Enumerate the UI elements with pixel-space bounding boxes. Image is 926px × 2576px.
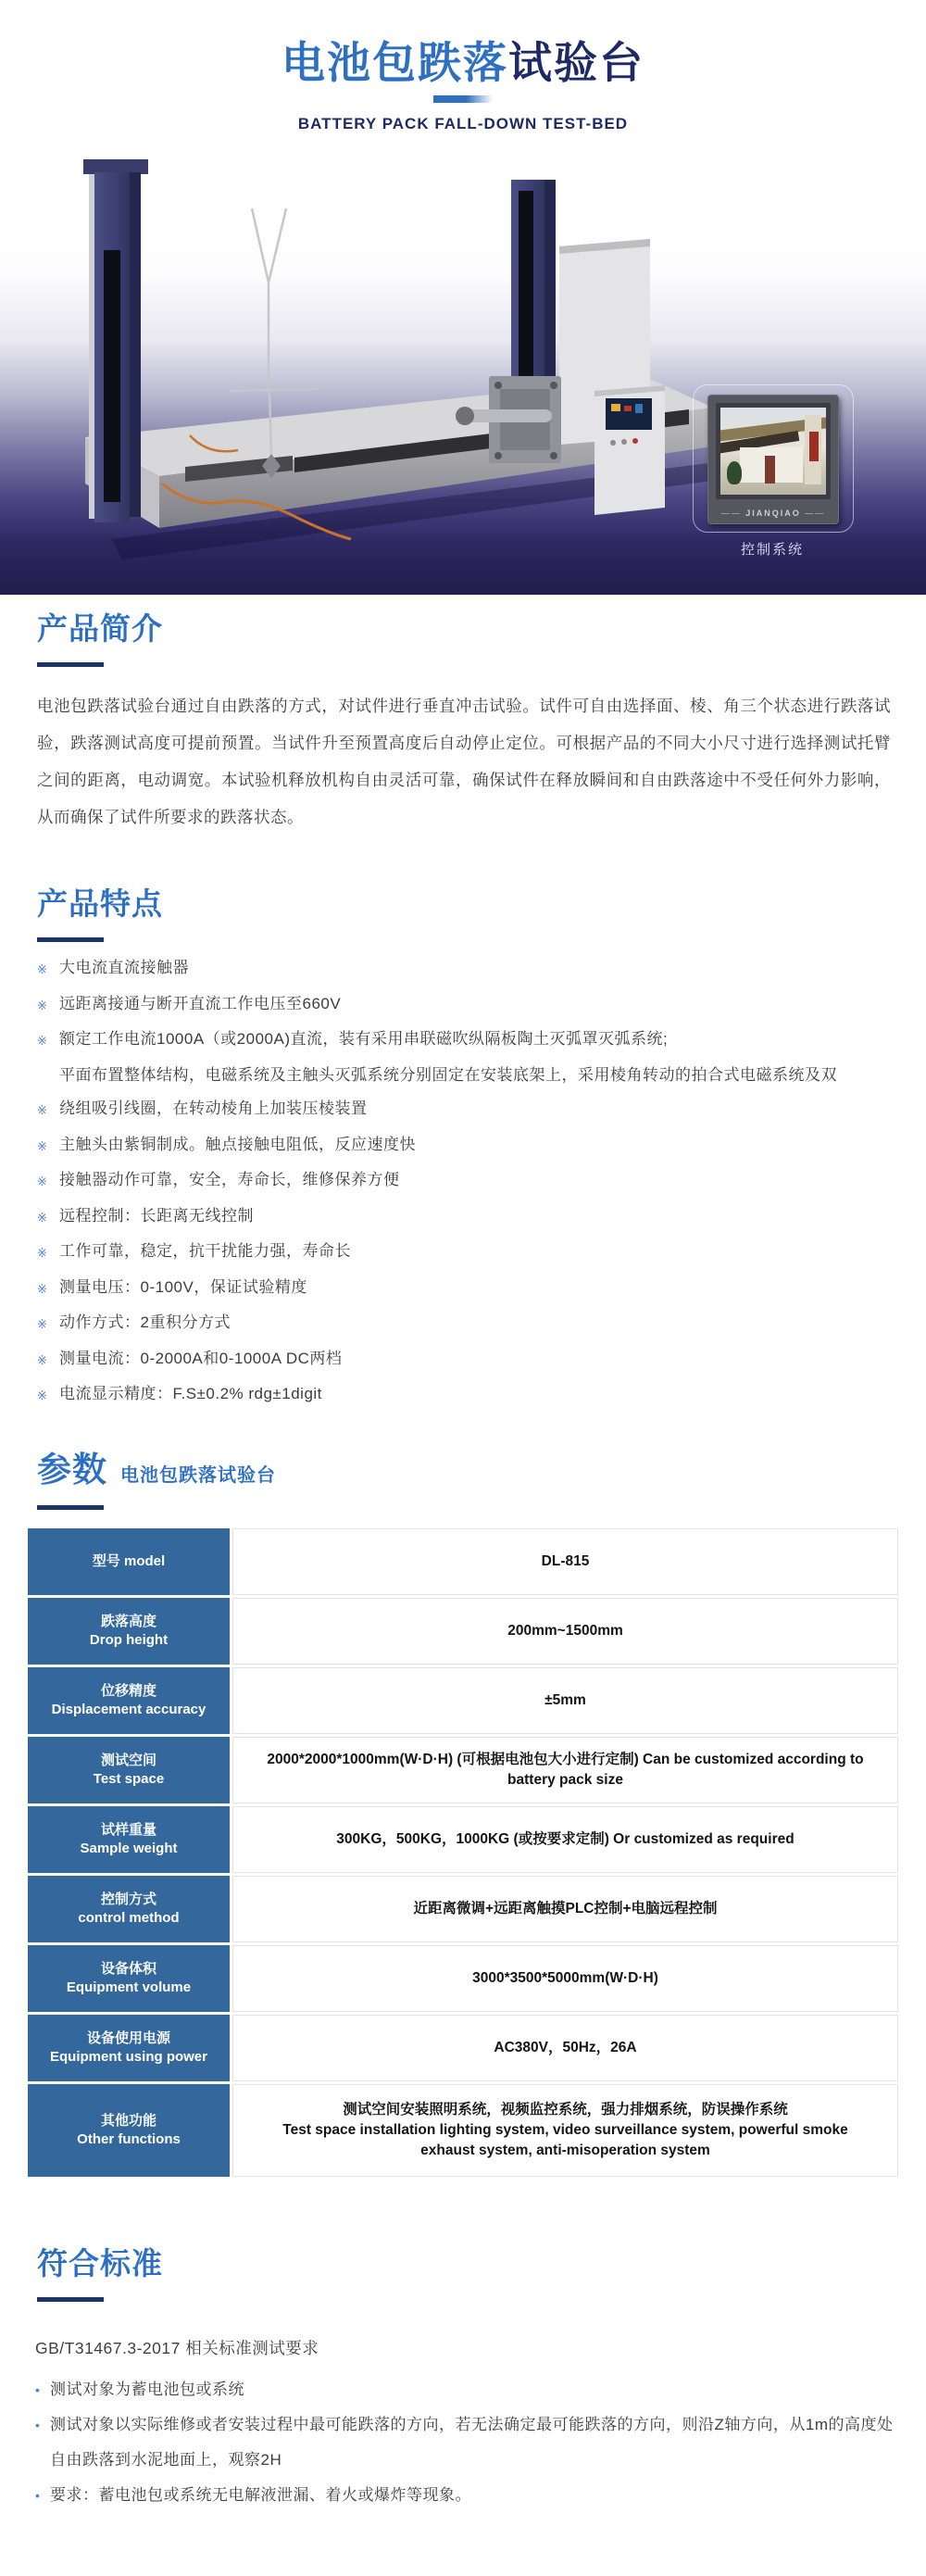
feature-marker: ※ [37, 1246, 48, 1260]
table-row [28, 1806, 898, 1873]
feature-item [37, 1100, 898, 1119]
hero-product-image [0, 157, 926, 595]
feature-marker: ※ [37, 1103, 48, 1117]
param-value: 3000*3500*5000mm(W·D·H) [232, 1945, 898, 2012]
panel-brand-text: —— JIANQIAO —— [708, 509, 838, 518]
feature-item [37, 1208, 898, 1226]
section-intro-header [37, 605, 163, 667]
param-label: 位移精度 Displacement accuracy [28, 1667, 230, 1734]
param-label: 跌落高度 Drop height [28, 1598, 230, 1665]
feature-text: 主触头由紫铜制成。触点接触电阻低，反应速度快 [59, 1135, 416, 1153]
feature-text: 电流显示精度：F.S±0.2% rdg±1digit [59, 1385, 322, 1402]
standard-item [35, 2478, 896, 2513]
feature-marker: ※ [37, 962, 48, 976]
feature-text: 动作方式：2重积分方式 [59, 1313, 231, 1331]
page-title-rest: 试验台 [508, 38, 644, 87]
feature-text: 测量电压：0-100V，保证试验精度 [59, 1277, 307, 1296]
photo-door-shape [765, 456, 775, 484]
feature-item [37, 1031, 898, 1049]
feature-item [37, 1279, 898, 1298]
feature-marker: ※ [37, 1034, 48, 1048]
feature-marker: ※ [37, 1352, 48, 1367]
params-heading-sub: 电池包跌落试验台 [120, 1465, 276, 1486]
intro-paragraph: 电池包跌落试验台通过自由跌落的方式，对试件进行垂直冲击试验。试件可自由选择面、棱、角三个状态进行跌落试验，跌落测试高度可提前预置。当试件升至预置高度后自动停止定位。可根据产品的不同大小尺寸进行选择测试托臂之间的距离，电动调宽。本试验机释放机构自由灵活可靠，确保试件在释放瞬间和自由跌落途中不受任何外力影响，从而确保了试件所要求的跌落状态。 [37, 697, 891, 826]
features-heading-rule [37, 937, 104, 942]
standard-item [35, 2407, 896, 2478]
section-standards-header [37, 2240, 163, 2302]
param-label: 其他功能 Other functions [28, 2084, 230, 2177]
param-value: 测试空间安装照明系统，视频监控系统，强力排烟系统，防误操作系统 Test space installation lighting system, video surveillance system, powerful smoke exhaust system, anti-misoperation system [232, 2084, 898, 2177]
feature-text: 平面布置整体结构，电磁系统及主触头灭弧系统分别固定在安装底架上，采用棱角转动的拍合式电磁系统及双 [59, 1065, 837, 1084]
table-row [28, 1876, 898, 1942]
feature-item [37, 1314, 898, 1333]
param-value: DL-815 [232, 1528, 898, 1595]
bullet-dot: • [35, 2418, 41, 2432]
control-system-label: 控制系统 [740, 542, 804, 558]
feature-marker: ※ [37, 1210, 48, 1225]
photo-bush-shape [727, 461, 742, 484]
photo-sign-shape [809, 432, 819, 461]
touchscreen-bezel [716, 403, 831, 499]
param-label: 试样重量 Sample weight [28, 1806, 230, 1873]
feature-marker: ※ [37, 1389, 48, 1402]
feature-text: 测量电流：0-2000A和0-1000A DC两档 [59, 1349, 343, 1367]
param-value: AC380V，50Hz，26A [232, 2015, 898, 2081]
param-value: ±5mm [232, 1667, 898, 1734]
feature-item [37, 1137, 898, 1155]
param-value: 2000*2000*1000mm(W·D·H) (可根据电池包大小进行定制) Can be customized according to battery pack size [232, 1737, 898, 1803]
page-header [0, 39, 926, 133]
param-label: 设备体积 Equipment volume [28, 1945, 230, 2012]
feature-item [37, 960, 898, 978]
param-label: 控制方式 control method [28, 1876, 230, 1942]
feature-marker: ※ [37, 998, 48, 1012]
standard-text: 测试对象为蓄电池包或系统 [50, 2381, 244, 2398]
table-row [28, 1528, 898, 1595]
table-row [28, 1667, 898, 1734]
feature-marker [37, 1067, 59, 1069]
feature-marker: ※ [37, 1317, 48, 1331]
param-value: 300KG，500KG，1000KG (或按要求定制) Or customized as required [232, 1806, 898, 1873]
feature-text: 远距离接通与断开直流工作电压至660V [59, 994, 342, 1012]
params-heading-rule [37, 1505, 104, 1510]
feature-text: 工作可靠，稳定，抗干扰能力强，寿命长 [59, 1242, 351, 1260]
feature-text: 额定工作电流1000A（或2000A)直流，装有采用串联磁吹纵隔板陶土灭弧罩灭弧系统; [59, 1030, 669, 1048]
parameters-table [28, 1528, 898, 2177]
section-params-header [37, 1441, 276, 1510]
standards-block [35, 2336, 896, 2513]
section-features-header [37, 880, 163, 942]
params-heading: 参数 [37, 1451, 107, 1489]
page-subtitle: BATTERY PACK FALL-DOWN TEST-BED [297, 114, 629, 132]
param-label: 设备使用电源 Equipment using power [28, 2015, 230, 2081]
feature-marker: ※ [37, 1138, 48, 1153]
bullet-dot: • [35, 2488, 41, 2503]
standards-intro: GB/T31467.3-2017 相关标准测试要求 [35, 2339, 319, 2357]
feature-item [37, 1386, 898, 1404]
standards-heading: 符合标准 [37, 2246, 163, 2281]
control-system-panel [693, 384, 854, 533]
feature-item [37, 1351, 898, 1369]
feature-item [37, 1172, 898, 1190]
title-accent-bar [433, 95, 493, 103]
touchscreen-photo [720, 408, 826, 495]
table-row [28, 2015, 898, 2081]
feature-text: 远程控制：长距离无线控制 [59, 1206, 254, 1225]
table-row [28, 1737, 898, 1803]
page-title [0, 39, 926, 87]
intro-heading: 产品简介 [37, 611, 163, 646]
table-row [28, 2084, 898, 2177]
features-list [37, 960, 898, 1422]
touchscreen-frame [707, 395, 839, 524]
feature-marker: ※ [37, 1175, 48, 1188]
intro-heading-rule [37, 662, 104, 667]
page-title-highlight: 电池包跌落 [282, 38, 508, 87]
standard-item [35, 2372, 896, 2407]
standard-text: 要求：蓄电池包或系统无电解液泄漏、着火或爆炸等现象。 [50, 2486, 471, 2504]
table-row [28, 1598, 898, 1665]
standard-text: 测试对象以实际维修或者安装过程中最可能跌落的方向，若无法确定最可能跌落的方向，则沿Z轴方向，从1m的高度处自由跌落到水泥地面上，观察2H [50, 2416, 894, 2469]
param-label: 型号 model [28, 1528, 230, 1595]
feature-item [37, 1067, 898, 1084]
feature-item [37, 996, 898, 1014]
feature-text: 大电流直流接触器 [59, 959, 189, 976]
feature-item [37, 1243, 898, 1262]
bullet-dot: • [35, 2382, 41, 2397]
features-heading: 产品特点 [37, 886, 163, 921]
standards-heading-rule [37, 2297, 104, 2302]
param-value: 200mm~1500mm [232, 1598, 898, 1665]
param-value: 近距离微调+远距离触摸PLC控制+电脑远程控制 [232, 1876, 898, 1942]
feature-text: 绕组吸引线圈，在转动棱角上加装压棱装置 [59, 1100, 368, 1117]
param-label: 测试空间 Test space [28, 1737, 230, 1803]
feature-marker: ※ [37, 1281, 48, 1296]
feature-text: 接触器动作可靠，安全，寿命长，维修保养方便 [59, 1171, 400, 1188]
table-row [28, 1945, 898, 2012]
